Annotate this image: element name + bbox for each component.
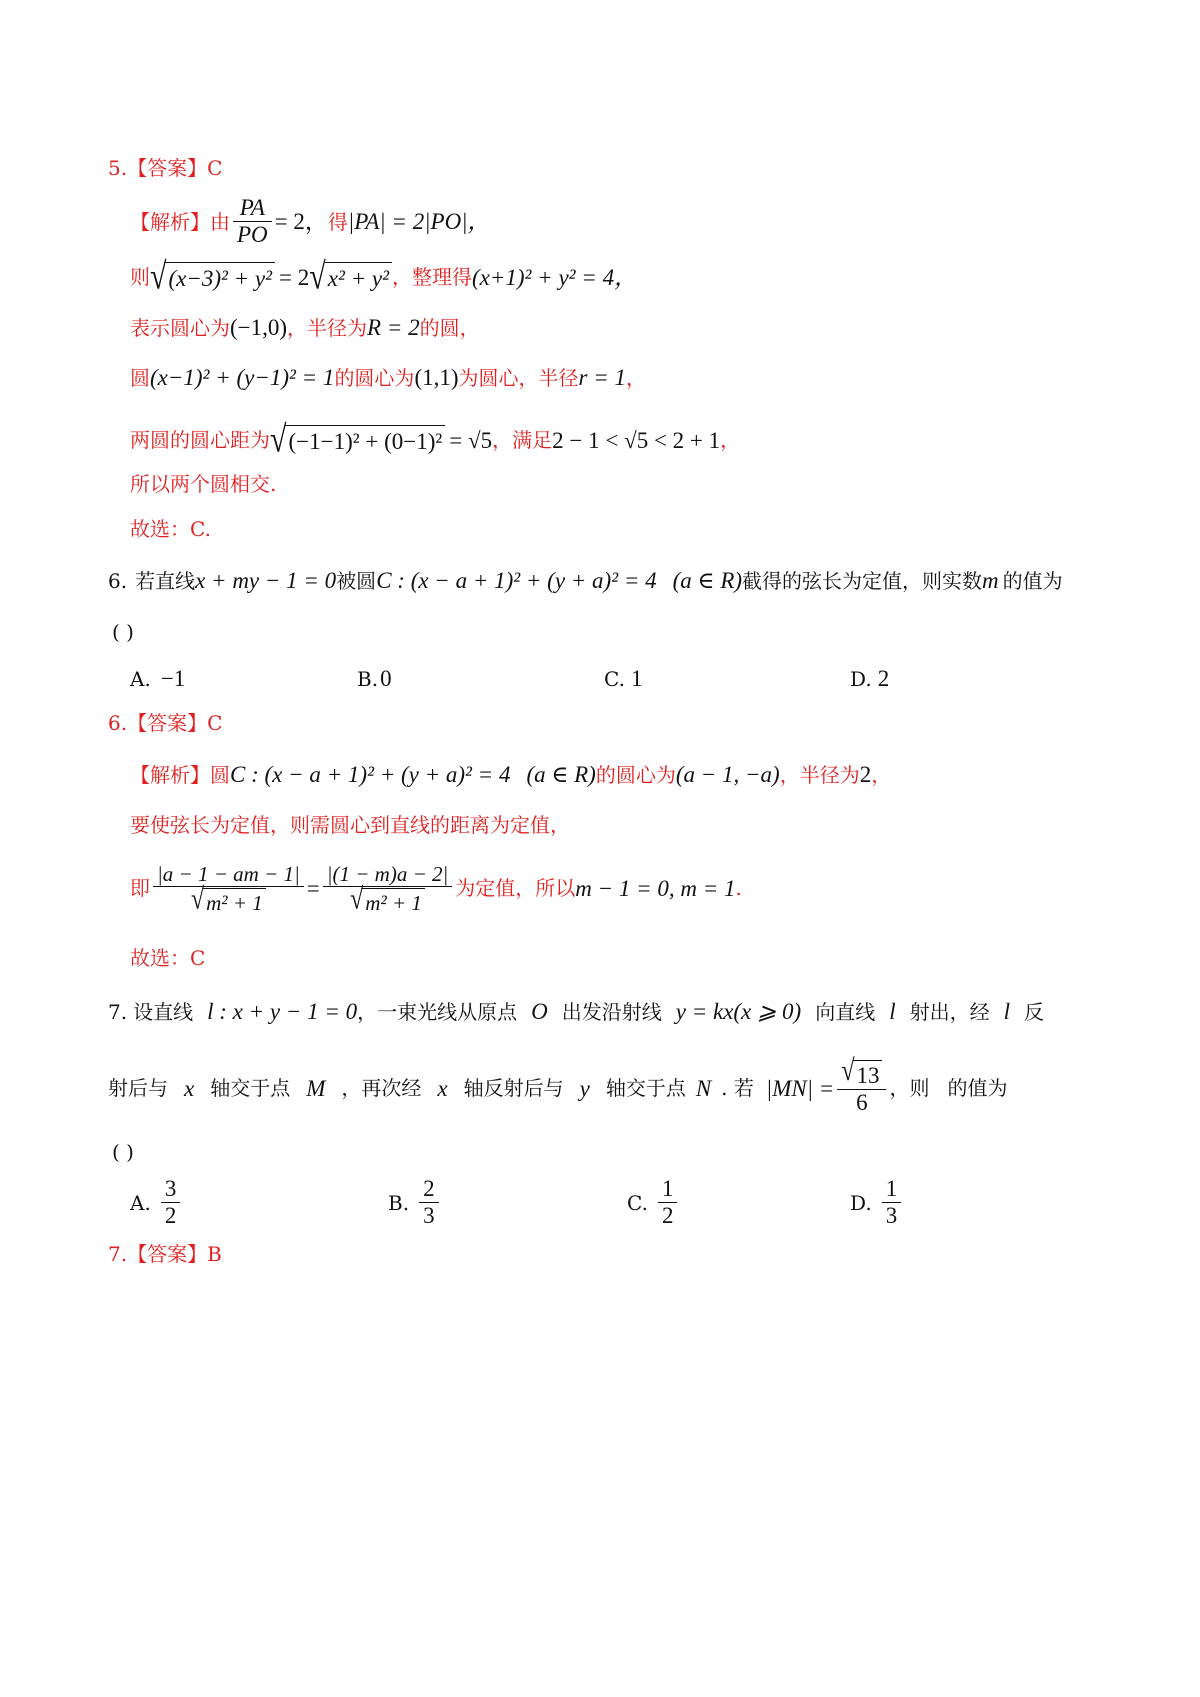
q7-option-c[interactable]: C. $\frac{1}{2}$	[627, 1176, 680, 1230]
q7-option-d[interactable]: D. $\frac{1}{3}$	[850, 1176, 904, 1230]
q6-analysis-line3: 即 |a − 1 − am − 1| √ m² + 1 = |(1 − m)a − 2| √ m² + 1 为定值，所以 m − 1 = 0, m = 1 .	[130, 862, 742, 916]
q5-analysis-line4: 圆 (x−1)² + (y−1)² = 1 的圆心为 (1,1) 为圆心，半径 r = 1 ，	[130, 365, 646, 390]
q6-answer-label: 6.【答案】C	[108, 711, 223, 735]
fraction-sqrt13-over-6: √ 13 6	[837, 1060, 886, 1117]
q5-analysis-line3: 表示圆心为 (−1,0) ，半径为 R = 2 的圆，	[130, 315, 480, 340]
q5-answer-label: 5.【答案】C	[108, 156, 223, 180]
q6-option-c[interactable]: C. 1	[604, 666, 643, 691]
distance-fraction-1: |a − 1 − am − 1| √ m² + 1	[153, 862, 304, 915]
q7-answer-paren: ( )	[112, 1140, 134, 1164]
q6-stem: 6. 若直线 x + my − 1 = 0 被圆 C : (x − a + 1)² + (y + a)² = 4 (a ∈ R) 截得的弦长为定值，则实数 m 的值为	[108, 568, 1063, 593]
q6-answer-paren: ( )	[112, 620, 134, 644]
q7-stem-line1: 7. 设直线 l : x + y − 1 = 0 ，一束光线从原点 O 出发沿射线 y = kx(x ⩾ 0) 向直线 l 射出，经 l 反	[108, 999, 1044, 1024]
q7-answer-label: 7.【答案】B	[108, 1242, 222, 1266]
q6-analysis-line1: 【解析】 圆 C : (x − a + 1)² + (y + a)² = 4 (a ∈ R) 的圆心为 (a − 1, −a) ，半径为 2 ，	[130, 762, 892, 787]
q6-analysis-line2: 要使弦长为定值，则需圆心到直线的距离为定值，	[130, 813, 570, 837]
q6-option-a[interactable]: A. −1	[130, 666, 186, 691]
q7-option-b[interactable]: B. $\frac{2}{3}$	[388, 1176, 442, 1230]
q7-stem-line2: 射后与 x 轴交于点 M ，再次经 x 轴反射后与 y 轴交于点 N . 若 |MN| = √ 13 6 ，则 的值为	[108, 1055, 1008, 1116]
q5-analysis-line7: 故选：C.	[130, 517, 211, 541]
q6-option-d[interactable]: D. 2	[850, 666, 890, 691]
q5-analysis-line2: 则 √ (x−3)² + y² = 2 √ x² + y² ，整理得 (x+1)² + y² = 4，	[130, 255, 638, 297]
analysis-tag: 【解析】	[130, 209, 210, 234]
distance-fraction-2: |(1 − m)a − 2| √ m² + 1	[323, 862, 453, 915]
q5-analysis-line6: 所以两个圆相交.	[130, 472, 277, 496]
q6-option-b[interactable]: B. 0	[357, 666, 392, 691]
sqrt-expr: √ (x−3)² + y²	[150, 262, 275, 292]
q6-analysis-line4: 故选：C	[130, 946, 206, 970]
q7-option-a[interactable]: A. $\frac{3}{2}$	[130, 1176, 183, 1230]
q5-analysis-line5: 两圆的圆心距为 √ (−1−1)² + (0−1)² = √5 ，满足 2 − 1 < √5 < 2 + 1 ，	[130, 418, 741, 460]
fraction-pa-po: $\frac{PA}{PO}$	[233, 195, 272, 249]
q5-analysis-line1: 【解析】 由 $\frac{PA}{PO}$ = 2， 得 |PA| = 2|PO|，	[130, 195, 491, 248]
